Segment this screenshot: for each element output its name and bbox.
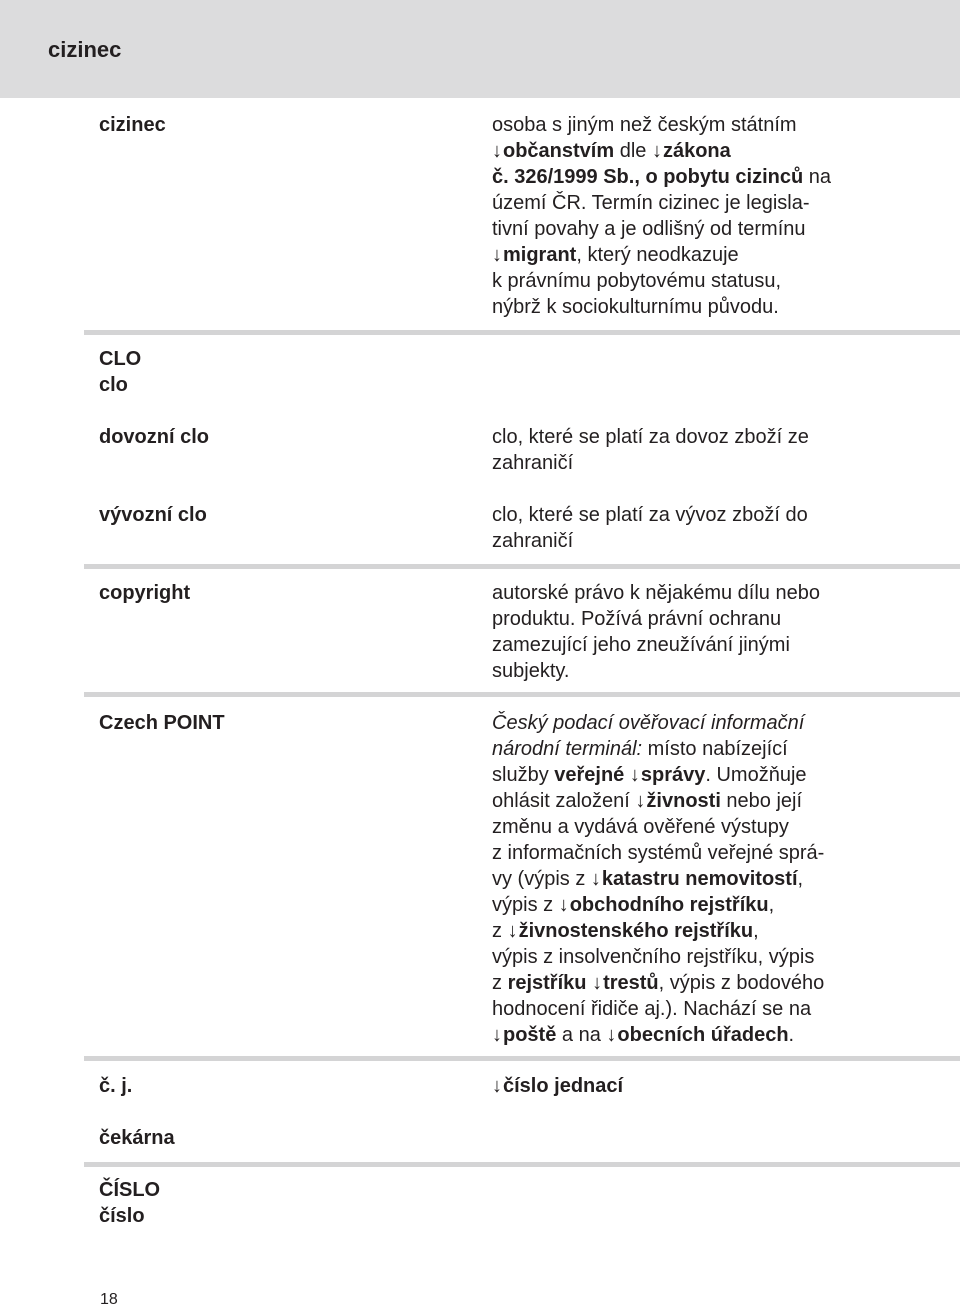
cross-reference-arrow-icon: ↓ — [492, 1024, 502, 1046]
def-text: ohlásit založení — [492, 790, 636, 812]
link-zivnosti[interactable]: živnosti — [646, 790, 721, 812]
cross-reference-arrow-icon: ↓ — [592, 972, 603, 994]
def-text: k právnímu pobytovému statusu, — [492, 270, 782, 292]
def-line — [492, 866, 872, 892]
def-italic: národní terminál: — [492, 738, 643, 760]
term-cekarna: čekárna — [99, 1127, 175, 1149]
link-zakona[interactable]: zákona — [662, 140, 731, 162]
def-text: výpis z insolvenčního rejstříku, výpis — [492, 946, 815, 968]
def-italic: Český podací ověřovací informační — [492, 712, 805, 734]
def-line — [492, 840, 872, 866]
def-text: služby — [492, 764, 555, 786]
def-line — [492, 294, 872, 320]
cross-reference-arrow-icon: ↓ — [492, 140, 502, 162]
def-line: zahraničí — [492, 452, 574, 474]
link-obcanstvi[interactable]: občanstvím — [503, 140, 615, 162]
def-line — [492, 138, 872, 164]
def-text: výpis z — [492, 894, 559, 916]
def-line — [492, 164, 872, 216]
heading-clo — [99, 346, 459, 398]
def-text: hodnocení řidiče aj.). Nachází se na — [492, 998, 812, 1020]
def-line: autorské právo k nějakému dílu nebo — [492, 582, 820, 604]
term-czech-point: Czech POINT — [99, 712, 225, 734]
def-text: . Umožňuje — [705, 764, 807, 786]
page-number: 18 — [100, 1291, 118, 1308]
def-line — [492, 736, 872, 762]
def-line: zamezující jeho zneužívání jinými — [492, 634, 790, 656]
term-cizinec: cizinec — [99, 114, 166, 136]
section-divider — [84, 692, 960, 697]
definition-cizinec — [492, 112, 872, 320]
cross-reference-arrow-icon: ↓ — [492, 244, 502, 266]
def-line: clo, které se platí za vývoz zboží do — [492, 504, 808, 526]
def-line: clo, které se platí za dovoz zboží ze — [492, 426, 809, 448]
link-trestu[interactable]: trestů — [603, 972, 659, 994]
heading-clo-lower: clo — [99, 374, 128, 396]
cross-reference-arrow-icon: ↓ — [606, 1024, 617, 1046]
def-text: z informačních systémů veřejné sprá- — [492, 842, 825, 864]
link-verejne[interactable]: veřejné — [554, 764, 625, 786]
def-text: nýbrž k sociokulturnímu původu. — [492, 296, 779, 318]
def-text: . — [788, 1024, 795, 1046]
def-line — [492, 892, 872, 918]
cross-reference-arrow-icon: ↓ — [629, 764, 640, 786]
def-line — [492, 1022, 872, 1048]
page-header — [0, 0, 960, 98]
def-text: z — [492, 920, 508, 942]
def-line — [492, 814, 872, 840]
heading-cislo-upper: ČÍSLO — [99, 1179, 161, 1201]
term-vyvozni-clo: vývozní clo — [99, 504, 207, 526]
def-text: , výpis z bodového — [658, 972, 825, 994]
definition-vyvozni-clo — [492, 502, 872, 554]
def-line — [492, 112, 872, 138]
def-line — [492, 1073, 872, 1099]
def-text: nebo její — [720, 790, 803, 812]
link-migrant[interactable]: migrant — [503, 244, 577, 266]
def-line — [492, 918, 872, 944]
definition-dovozni-clo — [492, 424, 872, 476]
def-line: zahraničí — [492, 530, 574, 552]
section-divider — [84, 1056, 960, 1061]
def-line — [492, 788, 872, 814]
def-text: osoba s jiným než českým státním — [492, 114, 797, 136]
def-line — [492, 242, 872, 268]
section-divider — [84, 1162, 960, 1167]
def-text: , — [768, 894, 775, 916]
heading-clo-upper: CLO — [99, 348, 142, 370]
def-line — [492, 970, 872, 996]
def-line — [492, 710, 872, 736]
def-text: a na — [556, 1024, 607, 1046]
link-obchodni-rejstrik[interactable]: obchodního rejstříku — [569, 894, 769, 916]
link-katastr-nemovitosti[interactable]: katastru nemovitostí — [601, 868, 798, 890]
section-divider — [84, 564, 960, 569]
def-text: dle — [614, 140, 652, 162]
definition-czech-point — [492, 710, 872, 1048]
cross-reference-arrow-icon: ↓ — [558, 894, 569, 916]
def-text: na území ČR. Termín cizinec je legisla- — [492, 166, 832, 214]
def-text: , který neodkazuje — [576, 244, 739, 266]
def-line — [492, 268, 872, 294]
def-text: tivní povahy a je odlišný od termínu — [492, 218, 806, 240]
def-line: subjekty. — [492, 660, 570, 682]
term-dovozni-clo: dovozní clo — [99, 426, 209, 448]
def-text: vy (výpis z — [492, 868, 591, 890]
cross-reference-arrow-icon: ↓ — [590, 868, 601, 890]
header-title: cizinec — [48, 37, 122, 62]
link-zivnostensky-rejstrik[interactable]: živnostenského rejstříku — [518, 920, 754, 942]
def-line — [492, 944, 872, 970]
def-line — [492, 762, 872, 788]
heading-cislo-lower: číslo — [99, 1205, 145, 1227]
link-poste[interactable]: poště — [503, 1024, 557, 1046]
def-line — [492, 996, 872, 1022]
link-cislo-jednaci[interactable]: číslo jednací — [503, 1075, 624, 1097]
heading-cislo — [99, 1177, 459, 1229]
link-spravy[interactable]: správy — [640, 764, 706, 786]
def-line: produktu. Požívá právní ochranu — [492, 608, 782, 630]
link-rejstriku[interactable]: rejstříku — [507, 972, 587, 994]
def-text: změnu a vydává ověřené výstupy — [492, 816, 789, 838]
term-copyright: copyright — [99, 582, 191, 604]
def-line — [492, 216, 872, 242]
definition-copyright — [492, 580, 872, 684]
link-obecni-urady[interactable]: obecních úřadech — [617, 1024, 789, 1046]
cross-reference-arrow-icon: ↓ — [507, 920, 518, 942]
def-text: , — [753, 920, 759, 942]
def-text: z — [492, 972, 508, 994]
cross-reference-arrow-icon: ↓ — [651, 140, 662, 162]
definition-cj — [492, 1073, 872, 1099]
def-text: , — [797, 868, 804, 890]
law-reference: č. 326/1999 Sb., o pobytu cizinců — [492, 166, 804, 188]
term-cj: č. j. — [99, 1075, 133, 1097]
def-text: místo nabízející — [642, 738, 788, 760]
cross-reference-arrow-icon: ↓ — [635, 790, 646, 812]
section-divider — [84, 330, 960, 335]
cross-reference-arrow-icon: ↓ — [492, 1075, 502, 1097]
